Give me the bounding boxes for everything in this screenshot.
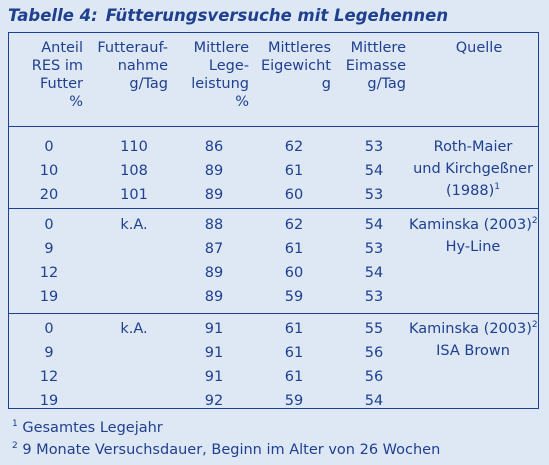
source-line: und Kirchgeßner [413, 161, 533, 177]
table-cell: 54 [364, 265, 384, 281]
table-title [8, 6, 448, 25]
source-line: Roth-Maier [433, 139, 513, 155]
table-cell: 53 [364, 289, 384, 305]
footnote-marker: 2 [12, 441, 18, 452]
table-cell: 53 [364, 139, 384, 155]
source-line: $(1988)^1$ [446, 182, 500, 199]
source-line: Hy-Line [445, 239, 501, 255]
table-cell: 89 [204, 289, 224, 305]
table-cell: 12 [39, 369, 59, 385]
table-cell: 55 [364, 321, 384, 337]
table-cell: 91 [204, 369, 224, 385]
footnote-ref: 2 [531, 320, 538, 331]
table-cell: 12 [39, 265, 59, 281]
table-cell: 92 [204, 393, 224, 409]
table-cell: 20 [39, 187, 59, 203]
source-cell [409, 214, 537, 258]
header-eigewicht: Mittleres Eigewicht g [260, 40, 331, 92]
table-cell: 89 [204, 265, 224, 281]
table-cell: 108 [120, 163, 148, 179]
table-frame [8, 32, 539, 409]
table-cell: 10 [39, 163, 59, 179]
header-divider [9, 126, 538, 127]
group-divider [9, 208, 538, 209]
source-line: Kaminska $(2003)^2$ [409, 216, 538, 233]
table-cell: 19 [39, 289, 59, 305]
source-line: ISA Brown [436, 343, 510, 359]
table-cell: 0 [44, 321, 54, 337]
header-anteil: Anteil RES im Futter % [31, 40, 83, 110]
table-cell: 54 [364, 393, 384, 409]
table-cell: 9 [44, 241, 54, 257]
table-cell: 56 [364, 369, 384, 385]
table-cell: 56 [364, 345, 384, 361]
footnote-ref: 2 [531, 216, 538, 227]
table-cell: 89 [204, 187, 224, 203]
table-cell: 62 [284, 217, 304, 233]
table-cell: 53 [364, 241, 384, 257]
footnote-marker: 1 [12, 419, 18, 430]
header-legeleistung: Mittlere Lege- leistung % [191, 40, 249, 110]
header-eimasse: Mittlere Eimasse g/Tag [345, 40, 406, 92]
table-cell: k.A. [120, 217, 148, 233]
source-cell [409, 136, 537, 202]
header-quelle: Quelle [455, 40, 503, 56]
table-cell: 19 [39, 393, 59, 409]
table-cell: 91 [204, 321, 224, 337]
table-cell: 62 [284, 139, 304, 155]
source-cell [409, 318, 537, 362]
header-futteraufnahme: Futterauf- nahme g/Tag [97, 40, 168, 92]
table-cell: 61 [284, 369, 304, 385]
table-cell: 89 [204, 163, 224, 179]
footnote-text: Gesamtes Legejahr [22, 420, 163, 436]
table-cell: 61 [284, 321, 304, 337]
table-cell: 88 [204, 217, 224, 233]
table-cell: 53 [364, 187, 384, 203]
source-line: Kaminska $(2003)^2$ [409, 320, 538, 337]
table-cell: 59 [284, 393, 304, 409]
table-cell: 60 [284, 187, 304, 203]
footnote-text: 9 Monate Versuchsdauer, Beginn im Alter von 26 Wochen [22, 442, 441, 458]
table-cell: 59 [284, 289, 304, 305]
table-cell: 61 [284, 345, 304, 361]
table-cell: 86 [204, 139, 224, 155]
table-number: Tabelle 4: [8, 6, 98, 25]
table-cell: 9 [44, 345, 54, 361]
table-cell: 54 [364, 163, 384, 179]
table-cell: 60 [284, 265, 304, 281]
footnote-1 [12, 418, 163, 438]
table-cell: 110 [120, 139, 148, 155]
table-cell: 0 [44, 217, 54, 233]
table-cell: 61 [284, 241, 304, 257]
table-title-text: Fütterungsversuche mit Legehennen [105, 6, 449, 25]
table-cell: 87 [204, 241, 224, 257]
table-cell: 91 [204, 345, 224, 361]
group-divider [9, 313, 538, 314]
table-cell: 0 [44, 139, 54, 155]
table-cell: 61 [284, 163, 304, 179]
table-cell: 101 [120, 187, 148, 203]
table-cell: k.A. [120, 321, 148, 337]
footnote-ref: 1 [494, 182, 500, 193]
footnote-2 [12, 440, 440, 460]
table-cell: 54 [364, 217, 384, 233]
